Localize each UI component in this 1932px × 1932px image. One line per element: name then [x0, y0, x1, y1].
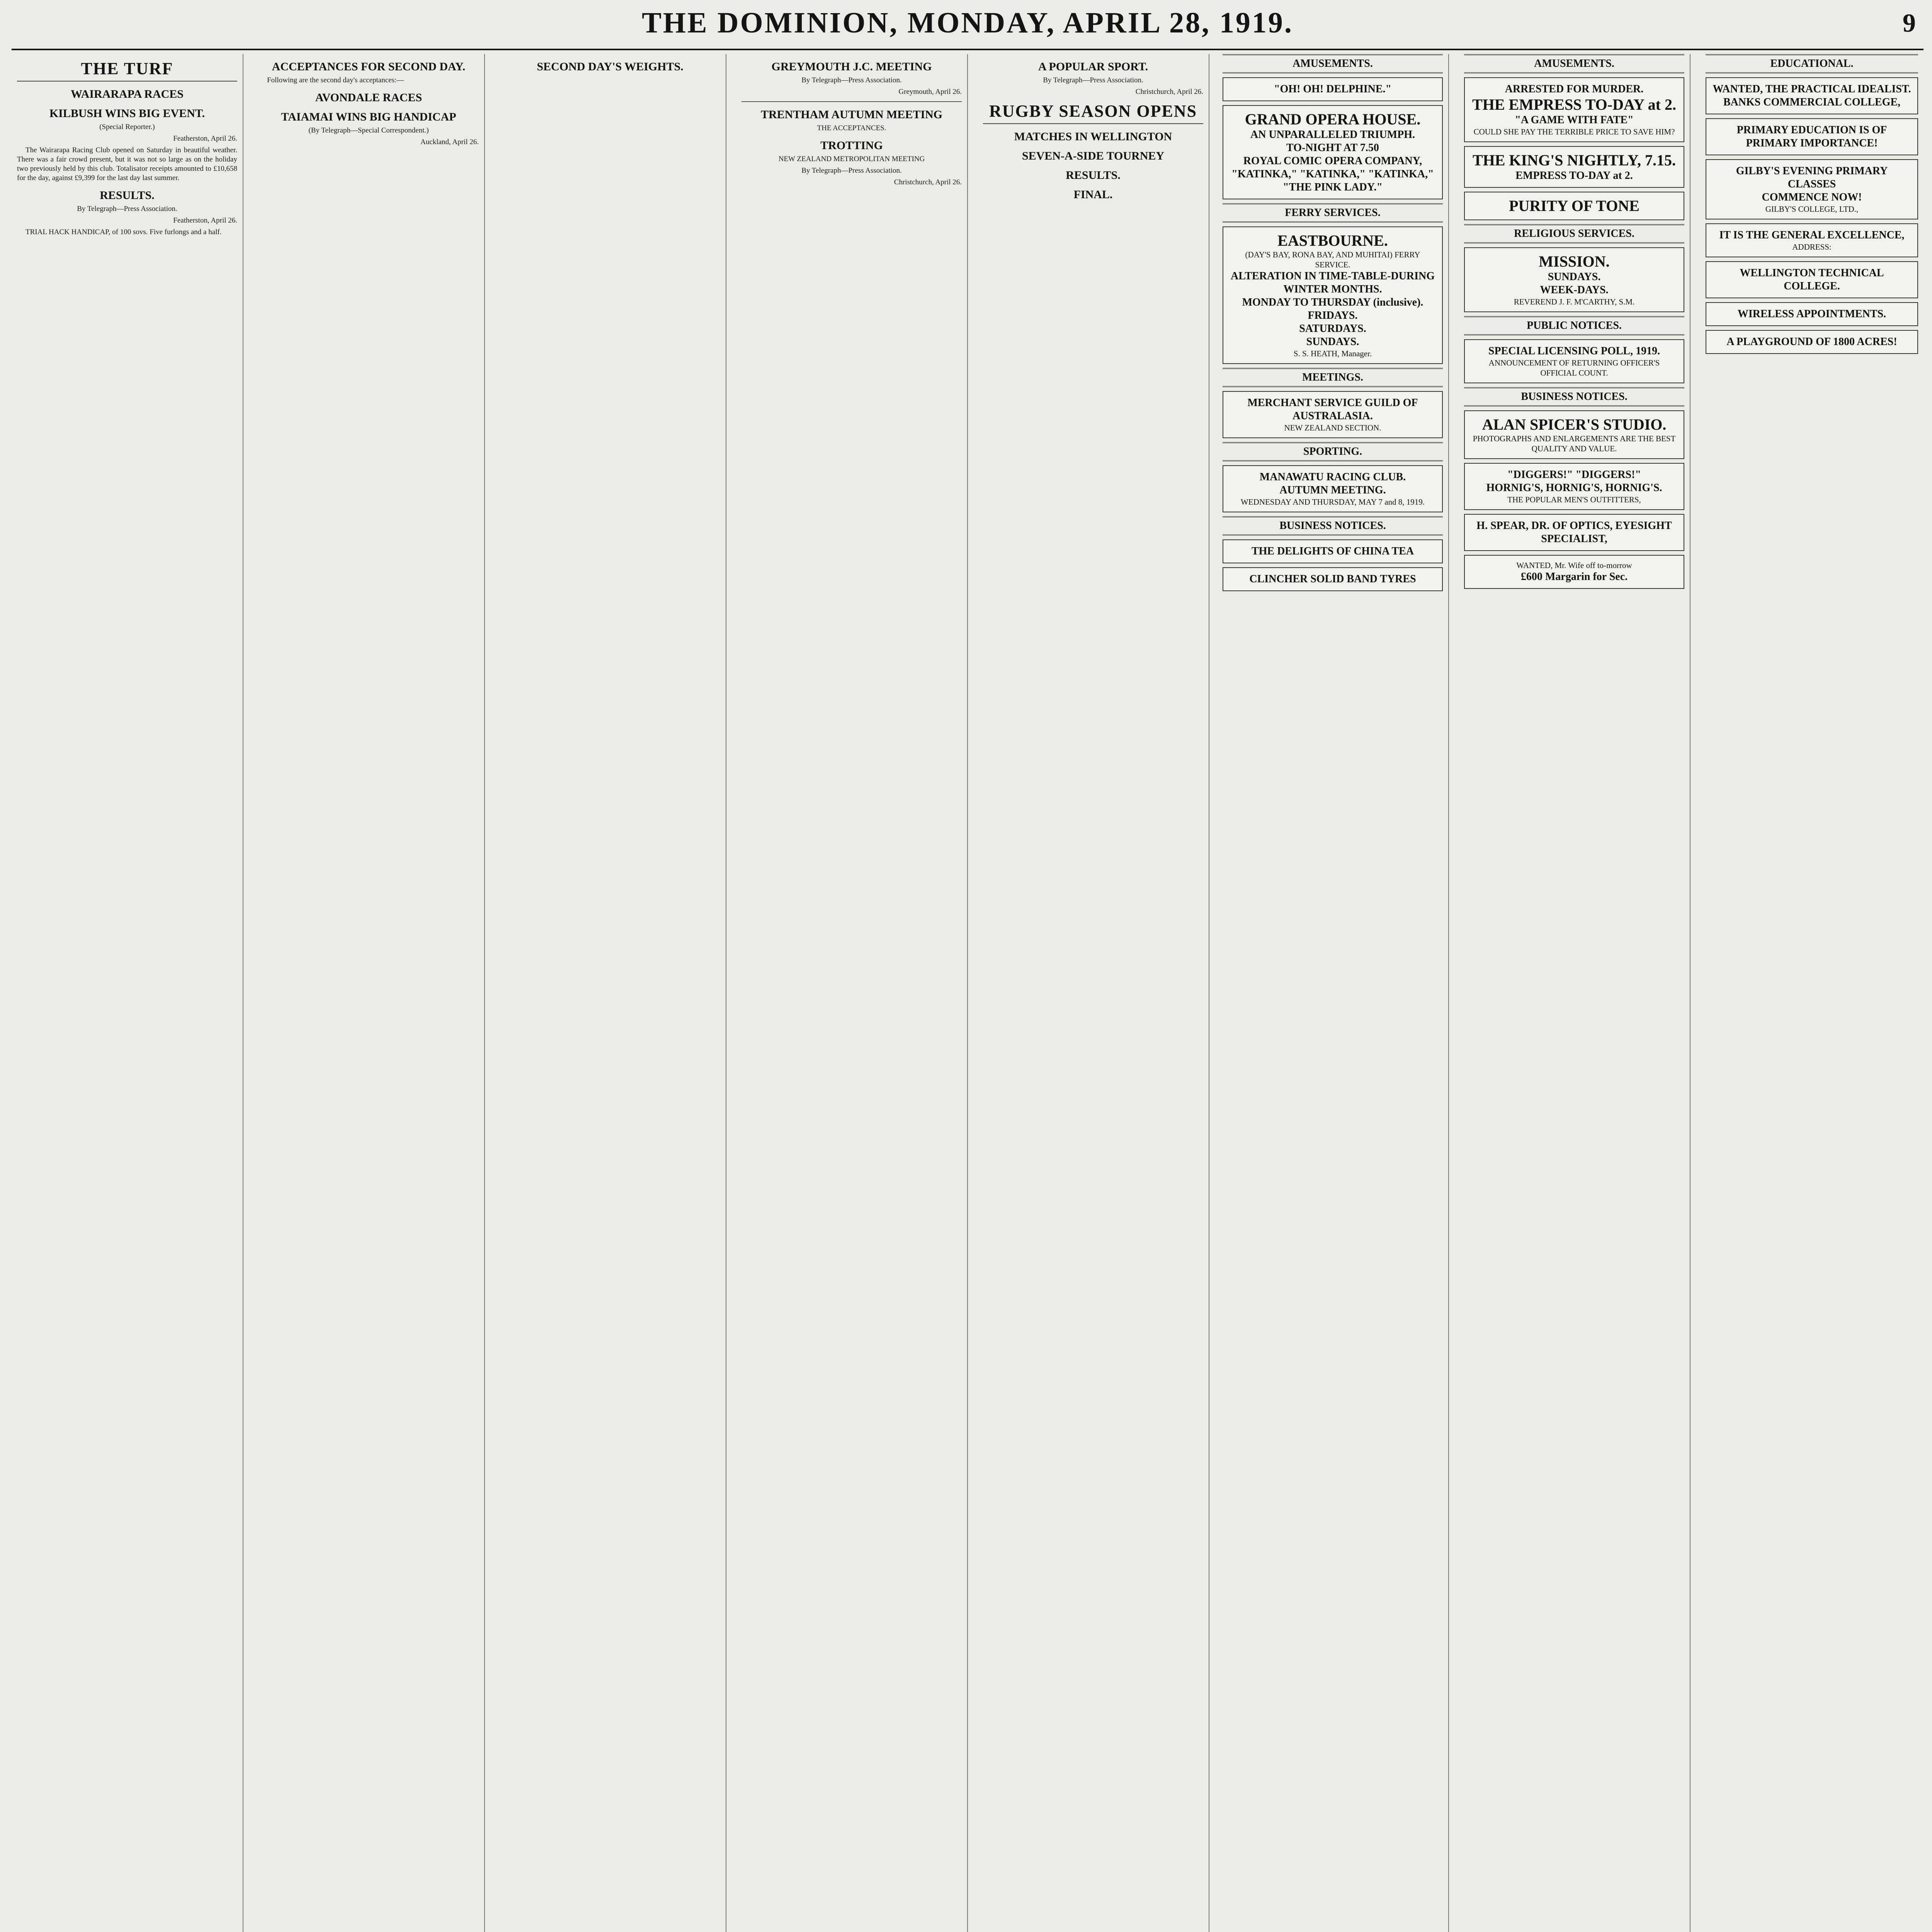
licensing-poll-notice: SPECIAL LICENSING POLL, 1919. ANNOUNCEMENT OF RETURNING OFFICER'S OFFICIAL COUNT. — [1464, 339, 1684, 383]
greymouth-byline: By Telegraph—Press Association. — [801, 76, 902, 84]
avondale-byline: (By Telegraph—Special Correspondent.) — [308, 126, 429, 134]
rugby-final: FINAL. — [1073, 188, 1113, 201]
practical-idealist-ad: WANTED, THE PRACTICAL IDEALIST. BANKS COMMERCIAL COLLEGE, — [1706, 77, 1918, 114]
wireless-ad: WIRELESS APPOINTMENTS. — [1706, 302, 1918, 326]
column-greymouth — [736, 54, 968, 1932]
clincher-tyres-ad: CLINCHER SOLID BAND TYRES — [1223, 567, 1443, 591]
article-subheading: KILBUSH WINS BIG EVENT. — [49, 107, 205, 120]
avondale-heading: AVONDALE RACES — [315, 91, 422, 104]
eastbourne-ferry-ad: EASTBOURNE. (DAY'S BAY, RONA BAY, AND MUHITAI) FERRY SERVICE. ALTERATION IN TIME-TABLE-DURING WINTER MONTHS. MONDAY TO THURSDAY (inclusive). FRIDAYS. SATURDAYS. SUNDAYS. S. S. HEATH, Manager. — [1223, 226, 1443, 364]
newspaper-title: THE DOMINION, MONDAY, APRIL 28, 1919. — [642, 7, 1293, 39]
results-dateline: Featherston, April 26. — [173, 216, 237, 224]
general-excellence-ad: IT IS THE GENERAL EXCELLENCE, ADDRESS: — [1706, 223, 1918, 257]
primary-education-ad: PRIMARY EDUCATION IS OF PRIMARY IMPORTANCE! — [1706, 118, 1918, 155]
trotting-heading: TROTTING — [820, 139, 883, 152]
kings-theatre-ad: THE KING'S NIGHTLY, 7.15. EMPRESS TO-DAY at 2. — [1464, 146, 1684, 188]
popular-sport-heading: A POPULAR SPORT. — [1038, 60, 1148, 73]
column-educational — [1700, 54, 1923, 1932]
rugby-results: RESULTS. — [1066, 169, 1121, 182]
acceptances-lead: Following are the second day's acceptances:— — [267, 76, 404, 84]
ferry-heading: FERRY SERVICES. — [1223, 203, 1443, 223]
column-racing — [253, 54, 485, 1932]
sporting-heading: SPORTING. — [1223, 442, 1443, 461]
public-notices-heading: PUBLIC NOTICES. — [1464, 316, 1684, 335]
rugby-subheading-1: MATCHES IN WELLINGTON — [1014, 130, 1172, 143]
column-religious-public — [1459, 54, 1690, 1932]
trial-hack-handicap: TRIAL HACK HANDICAP, of 100 sovs. Five furlongs and a half. — [26, 228, 222, 236]
trotting-byline: By Telegraph—Press Association. — [801, 167, 902, 175]
rugby-byline: By Telegraph—Press Association. — [1043, 76, 1143, 84]
purity-of-tone-ad: PURITY OF TONE — [1464, 192, 1684, 220]
rugby-banner: RUGBY SEASON OPENS — [983, 101, 1203, 124]
results-byline: By Telegraph—Press Association. — [77, 205, 177, 213]
dateline: Featherston, April 26. — [173, 134, 237, 143]
rugby-subheading-2: SEVEN-A-SIDE TOURNEY — [1022, 150, 1165, 162]
trotting-subheading: NEW ZEALAND METROPOLITAN MEETING — [778, 155, 925, 163]
amusements-heading: AMUSEMENTS. — [1223, 54, 1443, 73]
avondale-dateline: Auckland, April 26. — [420, 138, 479, 146]
column-rugby — [978, 54, 1209, 1932]
business-heading: BUSINESS NOTICES. — [1223, 516, 1443, 536]
page-number: 9 — [1903, 8, 1916, 37]
trentham-heading: TRENTHAM AUTUMN MEETING — [760, 108, 943, 121]
business-heading-2: BUSINESS NOTICES. — [1464, 387, 1684, 406]
byline: (Special Reporter.) — [99, 123, 155, 131]
results-heading: RESULTS. — [100, 189, 155, 202]
rugby-dateline: Christchurch, April 26. — [1135, 88, 1203, 96]
technical-college-ad: WELLINGTON TECHNICAL COLLEGE. — [1706, 261, 1918, 298]
trotting-dateline: Christchurch, April 26. — [894, 178, 962, 186]
playground-ad: A PLAYGROUND OF 1800 ACRES! — [1706, 330, 1918, 354]
acceptances-heading: ACCEPTANCES FOR SECOND DAY. — [272, 60, 466, 73]
section-heading-turf: THE TURF — [17, 59, 237, 82]
amusements-heading-2: AMUSEMENTS. — [1464, 54, 1684, 73]
grand-opera-ad: GRAND OPERA HOUSE. AN UNPARALLELED TRIUMPH. TO-NIGHT AT 7.50 ROYAL COMIC OPERA COMPANY, "KATINKA," "KATINKA," "KATINKA," "THE PINK LADY." — [1223, 105, 1443, 199]
china-tea-ad: THE DELIGHTS OF CHINA TEA — [1223, 539, 1443, 563]
empress-ad: ARRESTED FOR MURDER. THE EMPRESS TO-DAY at 2. "A GAME WITH FATE" COULD SHE PAY THE TERRIBLE PRICE TO SAVE HIM? — [1464, 77, 1684, 142]
spicers-studio-ad: ALAN SPICER'S STUDIO. PHOTOGRAPHS AND ENLARGEMENTS ARE THE BEST QUALITY AND VALUE. — [1464, 410, 1684, 459]
article-lead: The Wairarapa Racing Club opened on Saturday in beautiful weather. There was a fair crowd present, but it was not so large as on the holiday two previously held by this club. Totalisator receipts amounted to £10,658 for the day, against £9,399 for the last day last summer. — [17, 146, 237, 182]
wanted-ad: WANTED, Mr. Wife off to-morrow £600 Margarin for Sec. — [1464, 555, 1684, 589]
masthead — [12, 4, 1923, 50]
greymouth-dateline: Greymouth, April 26. — [898, 88, 962, 96]
delphine-ad: "OH! OH! DELPHINE." — [1223, 77, 1443, 101]
newspaper-page — [12, 54, 1923, 1932]
column-amusements — [1217, 54, 1449, 1932]
manawatu-racing-ad: MANAWATU RACING CLUB. AUTUMN MEETING. WEDNESDAY AND THURSDAY, MAY 7 and 8, 1919. — [1223, 465, 1443, 512]
optician-ad: H. SPEAR, DR. OF OPTICS, EYESIGHT SPECIALIST, — [1464, 514, 1684, 551]
article-heading: WAIRARAPA RACES — [71, 88, 184, 100]
merchant-guild-ad: MERCHANT SERVICE GUILD OF AUSTRALASIA. NEW ZEALAND SECTION. — [1223, 391, 1443, 438]
trentham-weights-heading: SECOND DAY'S WEIGHTS. — [537, 60, 684, 73]
meetings-heading: MEETINGS. — [1223, 368, 1443, 387]
column-trentham — [495, 54, 726, 1932]
diggers-ad: "DIGGERS!" "DIGGERS!" HORNIG'S, HORNIG'S, HORNIG'S. THE POPULAR MEN'S OUTFITTERS, — [1464, 463, 1684, 510]
religious-heading: RELIGIOUS SERVICES. — [1464, 224, 1684, 243]
greymouth-heading: GREYMOUTH J.C. MEETING — [771, 60, 932, 73]
avondale-subheading: TAIAMAI WINS BIG HANDICAP — [281, 111, 456, 123]
gilby-classes-ad: GILBY'S EVENING PRIMARY CLASSES COMMENCE NOW! GILBY'S COLLEGE, LTD., — [1706, 159, 1918, 219]
trentham-subheading: THE ACCEPTANCES. — [817, 124, 886, 132]
mission-notice: MISSION. SUNDAYS. WEEK-DAYS. REVEREND J. F. M'CARTHY, S.M. — [1464, 247, 1684, 312]
educational-heading: EDUCATIONAL. — [1706, 54, 1918, 73]
column-turf — [12, 54, 243, 1932]
